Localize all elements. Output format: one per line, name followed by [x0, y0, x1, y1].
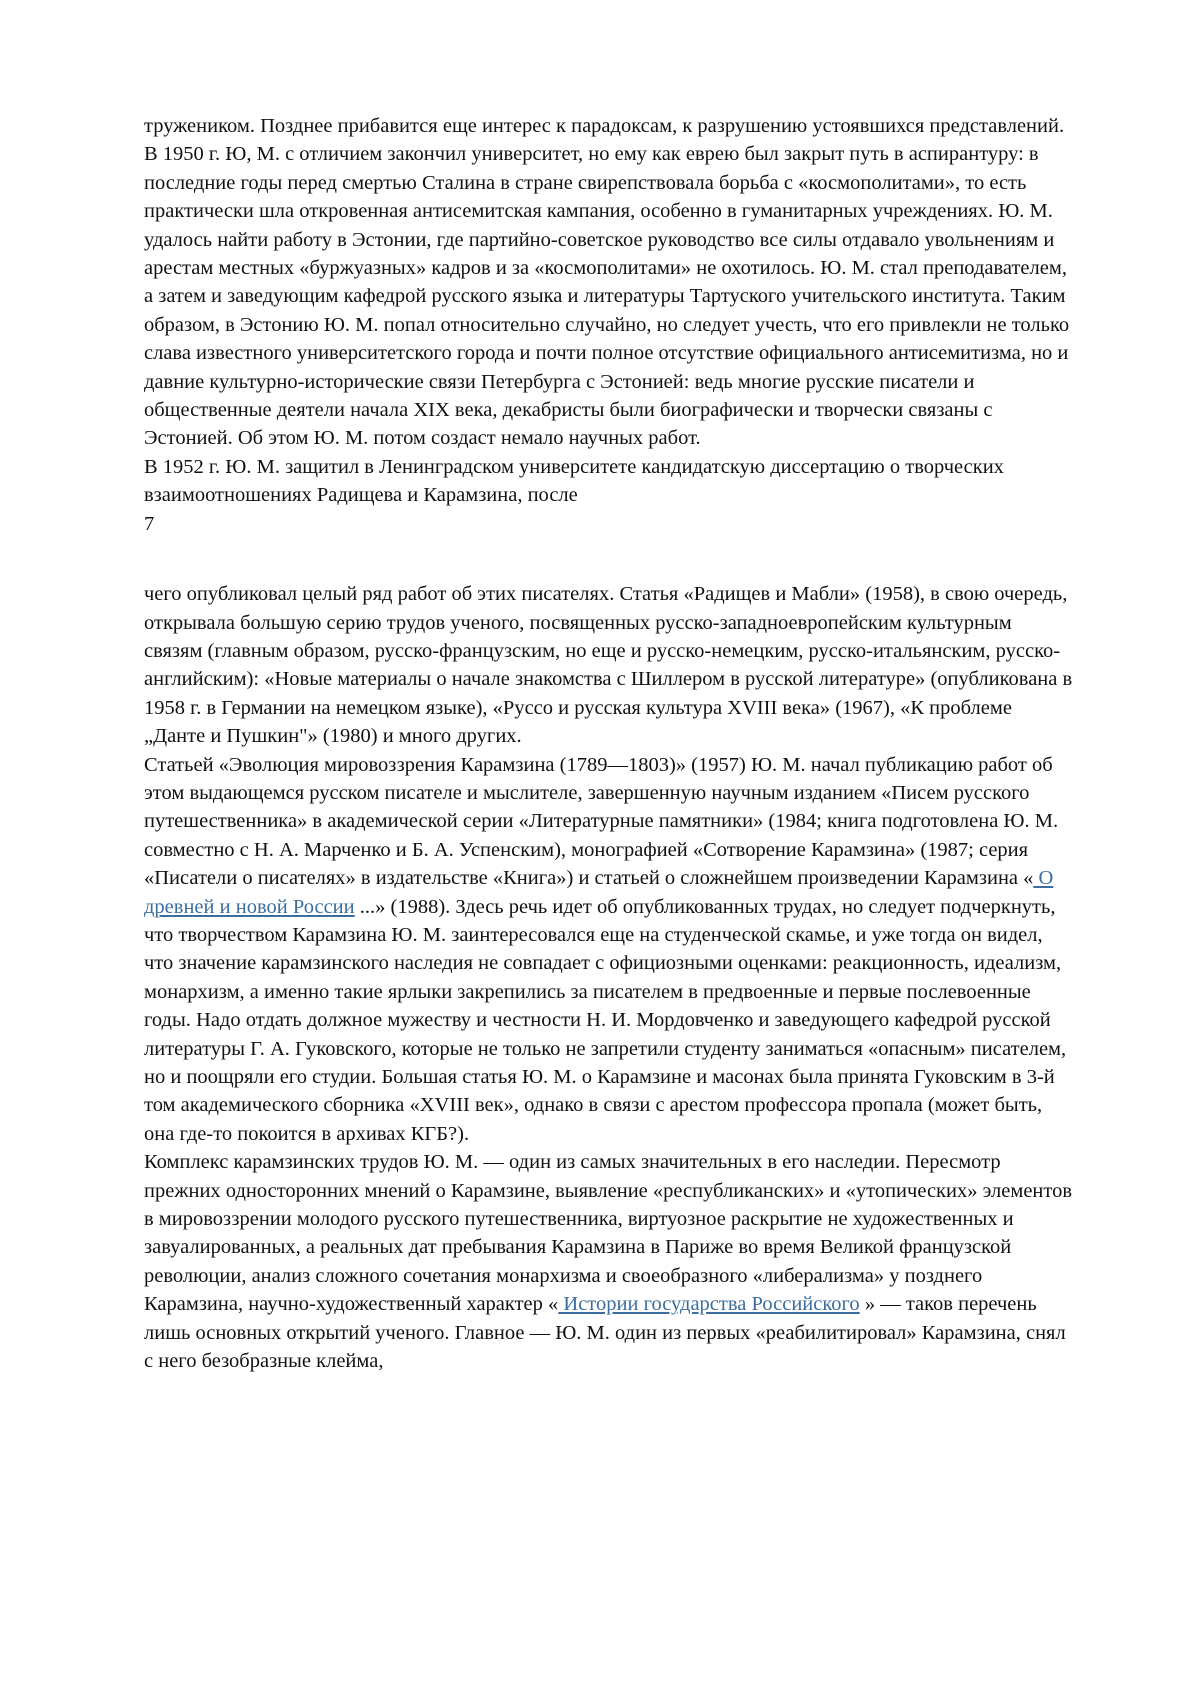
page-break [144, 538, 1074, 580]
paragraph-1952-dissertation: В 1952 г. Ю. М. защитил в Ленинградском университете кандидатскую диссертацию о творческих взаимоотношениях Радищева и Карамзина, после [144, 455, 1004, 507]
paragraph-radishchev-mably: чего опубликовал целый ряд работ об этих писателях. Статья «Радищев и Мабли» (1958), в свою очередь, открывала большую серию трудов ученого, посвященных русско-западноевропейским культурным связям (главным образом, русско-французским, но еще и русско-немецким, русско-итальянским, русско-английским): «Новые материалы о начале знакомства с Шиллером в русской литературе» (опубликована в 1958 г. в Германии на немецком языке), «Руссо и русская культура XVIII века» (1967), «К проблеме „Данте и Пушкин"» (1980) и много других. [144, 583, 1073, 748]
paragraph-karamzin-evolution [144, 751, 1074, 1149]
paragraph-text: » — таков перечень лишь основных открытий ученого. Главное — Ю. М. один из первых «реабилитировал» Карамзина, снял с него безобразные клейма, [144, 1293, 1066, 1373]
page-number: 7 [144, 512, 155, 535]
paragraph-text: Статьей «Эволюция мировоззрения Карамзина (1789—1803)» (1957) Ю. М. начал публикацию работ об этом выдающемся русском писателе и мыслителе, завершенную научным изданием «Писем русского путешественника» в академической серии «Литературные памятники» (1984; книга подготовлена Ю. М. совместно с Н. А. Марченко и Б. А. Успенским), монографией «Сотворение Карамзина» (1987; серия «Писатели о писателях» в издательстве «Книга») и статьей о сложнейшем произведении Карамзина « [144, 753, 1059, 890]
paragraph-intro-end: тружеником. Позднее прибавится еще интерес к парадоксам, к разрушению устоявшихся представлений. [144, 115, 1065, 137]
paragraph-1950-university: В 1950 г. Ю, М. с отличием закончил университет, но ему как еврею был закрыт путь в аспирантуру: в последние годы перед смертью Сталина в стране свирепствовала борьба с «космополитами», то есть практически шла откровенная антисемитская кампания, особенно в гуманитарных учреждениях. Ю. М. удалось найти работу в Эстонии, где партийно-советское руководство все силы отдавало увольнениям и арестам местных «буржуазных» кадров и за «космополитами» не охотилось. Ю. М. стал преподавателем, а затем и заведующим кафедрой русского языка и литературы Тартуского учительского института. Таким образом, в Эстонию Ю. М. попал относительно случайно, но следует учесть, что его привлекли не только слава известного университетского города и почти полное отсутствие официального антисемитизма, но и давние культурно-исторические связи Петербурга с Эстонией: ведь многие русские писатели и общественные деятели начала XIX века, декабристы были биографически и творчески связаны с Эстонией. Об этом Ю. М. потом создаст немало научных работ. [144, 143, 1070, 450]
paragraph-karamzin-complex [144, 1148, 1074, 1375]
document-page [144, 112, 1074, 1375]
link-old-and-new-russia[interactable]: О древней и новой России [144, 867, 1054, 918]
paragraph-text: ...» (1988). Здесь речь идет об опубликованных трудах, но следует подчеркнуть, что творчеством Карамзина Ю. М. заинтересовался еще на студенческой скамье, и уже тогда он видел, что значение карамзинского наследия не совпадает с официозными оценками: реакционность, идеализм, монархизм, а именно такие ярлыки закрепились за писателем в предвоенные и первые послевоенные годы. Надо отдать должное мужеству и честности Н. И. Мордовченко и заведующего кафедрой русской литературы Г. А. Гуковского, которые не только не запретили студенту заниматься «опасным» писателем, но и поощряли его студии. Большая статья Ю. М. о Карамзине и масонах была принята Гуковским в 3-й том академического сборника «XVIII век», однако в связи с арестом профессора пропала (может быть, она где-то покоится в архивах КГБ?). [144, 895, 1067, 1145]
link-history-of-russian-state[interactable]: Истории государства Российского [558, 1293, 860, 1316]
paragraph-text: Комплекс карамзинских трудов Ю. М. — один из самых значительных в его наследии. Пересмотр прежних односторонних мнений о Карамзине, выявление «республиканских» и «утопических» элементов в мировоззрении молодого русского путешественника, виртуозное раскрытие не художественных и завуалированных, а реальных дат пребывания Карамзина в Париже во время Великой французской революции, анализ сложного сочетания монархизма и своеобразного «либерализма» у позднего Карамзина, научно-художественный характер « [144, 1151, 1073, 1316]
